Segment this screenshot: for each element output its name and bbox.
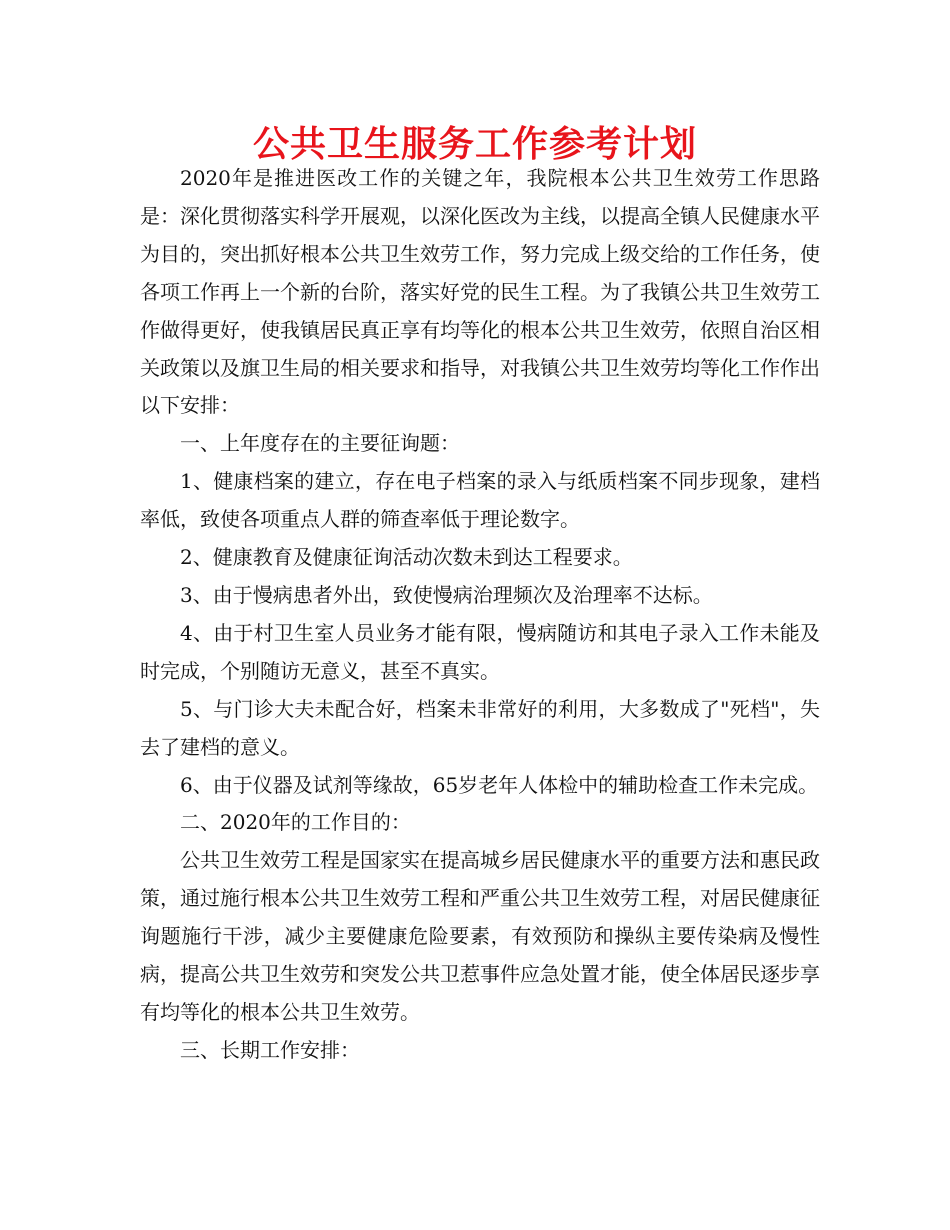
- heading-section-2: 二、2020年的工作目的：: [180, 810, 411, 835]
- heading-section-1: 一、上年度存在的主要征询题：: [180, 431, 460, 456]
- list-item: 1、健康档案的建立，存在电子档案的录入与纸质档案不同步现象，建档率低，致使各项重点人群的筛查率低于理论数字。: [140, 469, 820, 532]
- heading-section-3: 三、长期工作安排：: [180, 1037, 360, 1062]
- document-title: 公共卫生服务工作参考计划: [252, 124, 697, 165]
- list-item: 5、与门诊大夫未配合好，档案未非常好的利用，大多数成了"死档"，失去了建档的意义。: [140, 696, 820, 759]
- list-item: 4、由于村卫生室人员业务才能有限，慢病随访和其电子录入工作未能及时完成，个别随访无意义，甚至不真实。: [140, 620, 820, 683]
- list-item: 3、由于慢病患者外出，致使慢病治理频次及治理率不达标。: [180, 582, 713, 607]
- paragraph-goals: 公共卫生效劳工程是国家实在提高城乡居民健康水平的重要方法和惠民政策，通过施行根本公共卫生效劳工程和严重公共卫生效劳工程，对居民健康征询题施行干涉，减少主要健康危险要素，有效预防和操纵主要传染病及慢性病，提高公共卫生效劳和突发公共卫惹事件应急处置才能，使全体居民逐步享有均等化的根本公共卫生效劳。: [140, 848, 820, 1024]
- document-body: [140, 160, 820, 1070]
- paragraph-intro: 2020年是推进医改工作的关键之年，我院根本公共卫生效劳工作思路是：深化贯彻落实科学开展观，以深化医改为主线，以提高全镇人民健康水平为目的，突出抓好根本公共卫生效劳工作，努力完成上级交给的工作任务，使各项工作再上一个新的台阶，落实好党的民生工程。为了我镇公共卫生效劳工作做得更好，使我镇居民真正享有均等化的根本公共卫生效劳，依照自治区相关政策以及旗卫生局的相关要求和指导，对我镇公共卫生效劳均等化工作作出以下安排：: [140, 166, 820, 418]
- list-item: 6、由于仪器及试剂等缘故，65岁老年人体检中的辅助检查工作未完成。: [180, 772, 819, 797]
- list-item: 2、健康教育及健康征询活动次数未到达工程要求。: [180, 545, 633, 570]
